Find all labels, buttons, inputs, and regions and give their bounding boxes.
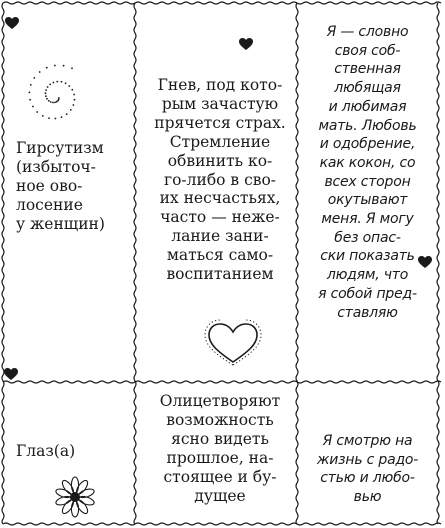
spiral-dot — [29, 99, 31, 101]
spiral-dot — [55, 118, 57, 120]
heart-icon — [418, 256, 432, 269]
text-line: Глаз(а) — [16, 442, 76, 460]
text-line: как кокон, со — [319, 154, 416, 171]
spiral-dot — [68, 85, 70, 87]
spiral-dot — [46, 98, 48, 100]
text-line: ственная — [334, 61, 401, 78]
spiral-dot — [36, 111, 38, 113]
text-line: и любимая — [328, 98, 407, 115]
text-line: и одобрение, — [319, 136, 416, 153]
spiral-dot — [70, 109, 72, 111]
heart-icon — [4, 368, 18, 381]
spiral-dot — [73, 104, 75, 106]
text-line: прячется страх. — [154, 113, 286, 132]
text-line: ставляю — [337, 304, 398, 321]
row2-cause — [140, 392, 300, 505]
frame-line — [3, 523, 441, 525]
text-line: воспитанием — [166, 265, 274, 284]
text-line: лание зани- — [171, 227, 269, 246]
spiral-dot — [48, 100, 50, 102]
spiral-dot — [73, 94, 75, 96]
spiral-dot — [30, 84, 32, 86]
text-line: Я — словно — [326, 24, 409, 40]
frame-line — [134, 3, 136, 524]
spiral-dot — [65, 82, 67, 84]
text-line: рым зачастую — [161, 94, 279, 113]
spiral-dot — [56, 81, 58, 83]
spiral-dot — [61, 81, 63, 83]
spiral-dot — [56, 101, 58, 103]
frame-line — [2, 3, 4, 524]
spiral-dot — [71, 89, 73, 91]
text-line: ясно видеть — [171, 429, 269, 448]
flower-petal — [71, 477, 78, 493]
text-line: дущее — [194, 486, 246, 505]
row1-affirmation — [300, 23, 435, 322]
spiral-dot — [45, 89, 47, 91]
spiral-dot — [39, 71, 41, 73]
spiral-dot — [49, 84, 51, 86]
frame-line — [3, 2, 441, 4]
text-line: их несчастьях, — [159, 189, 281, 208]
text-line: возможность — [166, 410, 274, 429]
text-line: Гирсутизм — [16, 139, 104, 157]
spiral-dot — [42, 115, 44, 117]
text-line: часто — неже- — [160, 208, 280, 227]
spiral-dot — [66, 113, 68, 115]
text-line: я собой пред- — [318, 285, 417, 302]
text-line: Гнев, под кото- — [157, 76, 283, 94]
spiral-dot — [74, 99, 76, 101]
spiral-dot — [32, 106, 34, 108]
spiral-dot — [33, 77, 35, 79]
row2-term — [16, 442, 75, 461]
spiral-dot — [53, 82, 55, 84]
spiral-dot — [45, 95, 47, 97]
heart-icon — [239, 38, 253, 51]
text-line: стоящее и бу- — [163, 467, 277, 486]
text-line: маться само- — [166, 246, 274, 265]
text-line: Олицетворяют — [159, 392, 281, 410]
spiral-dot — [52, 102, 54, 104]
text-line: меня. Я могу — [321, 211, 414, 228]
text-line: го-либо в сво- — [163, 170, 277, 189]
text-line: (избыточ- — [16, 157, 96, 176]
text-line: у женщин) — [16, 214, 105, 233]
text-line: окутывают — [327, 192, 408, 209]
row1-cause — [140, 76, 300, 284]
text-line: жизнь с радо- — [316, 451, 419, 468]
spiral-dot — [54, 65, 56, 67]
text-line: лосение — [16, 195, 83, 214]
spiral-dot — [71, 67, 73, 69]
text-line: Я смотрю на — [322, 433, 413, 449]
frame-line — [3, 381, 441, 383]
row1-term — [16, 139, 105, 234]
heart-icon — [5, 17, 19, 30]
text-line: стью и любо- — [320, 470, 415, 487]
spiral-dot — [63, 65, 65, 67]
flower-icon — [52, 474, 98, 520]
text-line: Стремление — [169, 132, 271, 151]
text-line: вью — [353, 489, 382, 506]
spiral-dot — [45, 92, 47, 94]
text-line: любящая — [334, 80, 401, 97]
spiral-dot — [29, 92, 31, 94]
text-line: прошлое, на- — [166, 448, 274, 467]
text-line: ски показать — [320, 248, 415, 265]
frame-line — [437, 3, 439, 524]
spiral-dot — [61, 116, 63, 118]
spiral-dot — [50, 101, 52, 103]
spiral-dot — [47, 86, 49, 88]
text-line: всех сторон — [324, 173, 411, 190]
spiral-dots-icon — [20, 60, 90, 130]
heart-outline-icon — [203, 318, 263, 368]
flower-petal — [71, 501, 78, 517]
row2-affirmation — [300, 432, 435, 507]
text-line: своя соб- — [334, 42, 401, 59]
text-line: обвинить ко- — [167, 151, 273, 170]
spiral-dot — [46, 67, 48, 69]
text-line: людям, что — [326, 267, 409, 284]
text-line: без опас- — [334, 229, 401, 246]
text-line: мать. Любовь — [318, 117, 417, 134]
spiral-dot — [48, 117, 50, 119]
spiral-dot — [54, 102, 56, 104]
text-line: ное ово- — [16, 176, 83, 195]
